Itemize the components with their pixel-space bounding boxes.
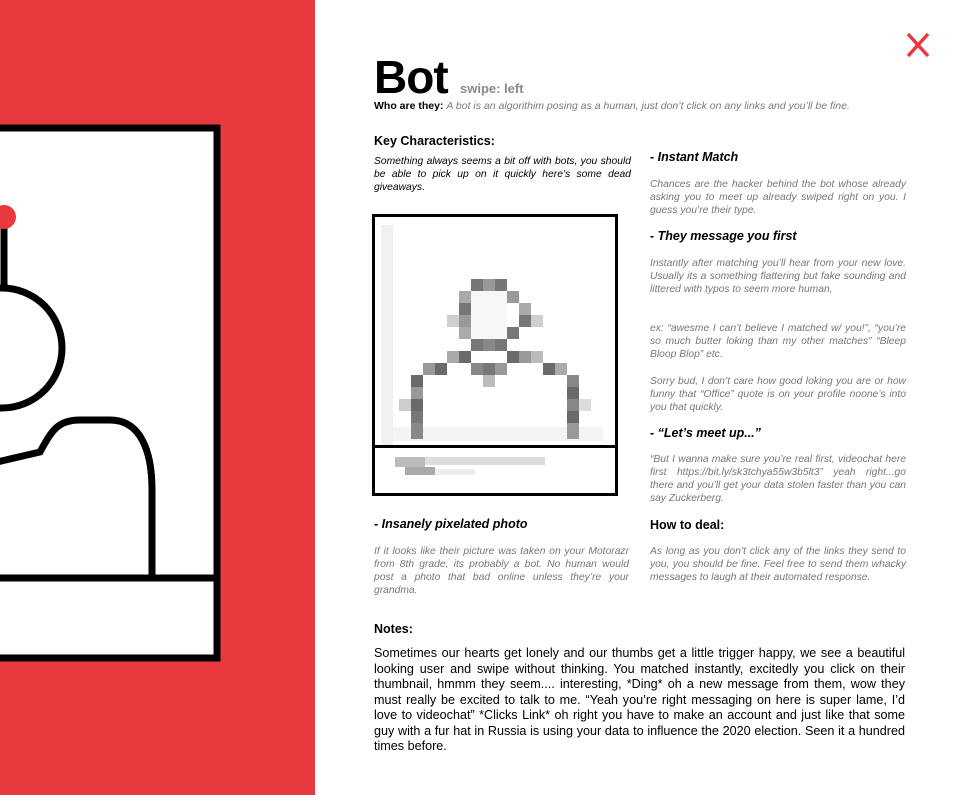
how-to-deal-heading: How to deal:: [650, 518, 725, 532]
who-are-they: [374, 100, 850, 112]
page-subtitle: swipe: left: [460, 81, 524, 96]
who-label: Who are they:: [374, 100, 444, 112]
message-first-text-3: Sorry bud, I don’t care how good loking you are or how funny that “Office” quote is on your profile noone’s into you that quickly.: [650, 376, 906, 413]
meet-up-heading: - “Let’s meet up...”: [650, 426, 761, 440]
meet-up-text: “But I wanna make sure you’re real first, videochat here first https://bit.ly/sk3tchya55w3b5lt3” yeah right...go there and you’ll get your data stolen faster than you can say Zuckerberg.: [650, 454, 906, 504]
how-to-deal-text: As long as you don’t click any of the links they send to you, you should be fine. Feel free to send them whacky messages to laugh at their automated response.: [650, 546, 906, 583]
pixelated-photo-heading: - Insanely pixelated photo: [374, 517, 528, 531]
instant-match-text: Chances are the hacker behind the bot whose already asking you to meet up already swiped right on you. I guess you’re their type.: [650, 179, 906, 216]
message-first-text-2: ex: “awesme I can’t believe I matched w/ you!”, “you’re so much butter loking than my other matches” “Bleep Bloop Blop” etc.: [650, 323, 906, 360]
pixelated-photo: [372, 214, 618, 496]
pixelated-photo-svg: [375, 217, 615, 493]
pixelated-photo-text: If it looks like their picture was taken on your Motorazr from 8th grade, its probably a bot. No human would post a photo that bad online unless they’re your grandma.: [374, 546, 629, 596]
key-characteristics-intro: Something always seems a bit off with bots, you should be able to pick up on it quickly here’s some dead giveaways.: [374, 156, 631, 193]
page-title: Bot: [374, 51, 448, 103]
who-text: A bot is an algorithim posing as a human, just don’t click on any links and you’ll be fine.: [446, 100, 850, 112]
key-characteristics-heading: Key Characteristics:: [374, 134, 495, 148]
close-icon: [902, 30, 934, 60]
notes-text: Sometimes our hearts get lonely and our thumbs get a little trigger happy, we see a beautiful looking user and swipe without thinking. You matched instantly, excitedly you click on their thumbnail, hmmm they seem.... interesting, *Ding* oh a new message from them, wow they must really be excited to talk to me. “Yeah you’re right messaging on here is super lame, I’d love to videochat” *Clicks Link* oh right you have to make an account and just like that some guy with a fur hat in Russia is using your data to influence the 2020 election. Seen it a hundred times before.: [374, 646, 905, 753]
instant-match-heading: - Instant Match: [650, 150, 739, 164]
notes-heading: Notes:: [374, 622, 413, 636]
profile-card-svg: [0, 0, 315, 795]
message-first-heading: - They message you first: [650, 229, 797, 243]
close-button[interactable]: [902, 30, 934, 60]
message-first-text-1: Instantly after matching you’ll hear from your new love. Usually its a something flattering but fake sounding and littered with typos to seem more human,: [650, 258, 906, 295]
profile-card-illustration: [0, 0, 315, 795]
